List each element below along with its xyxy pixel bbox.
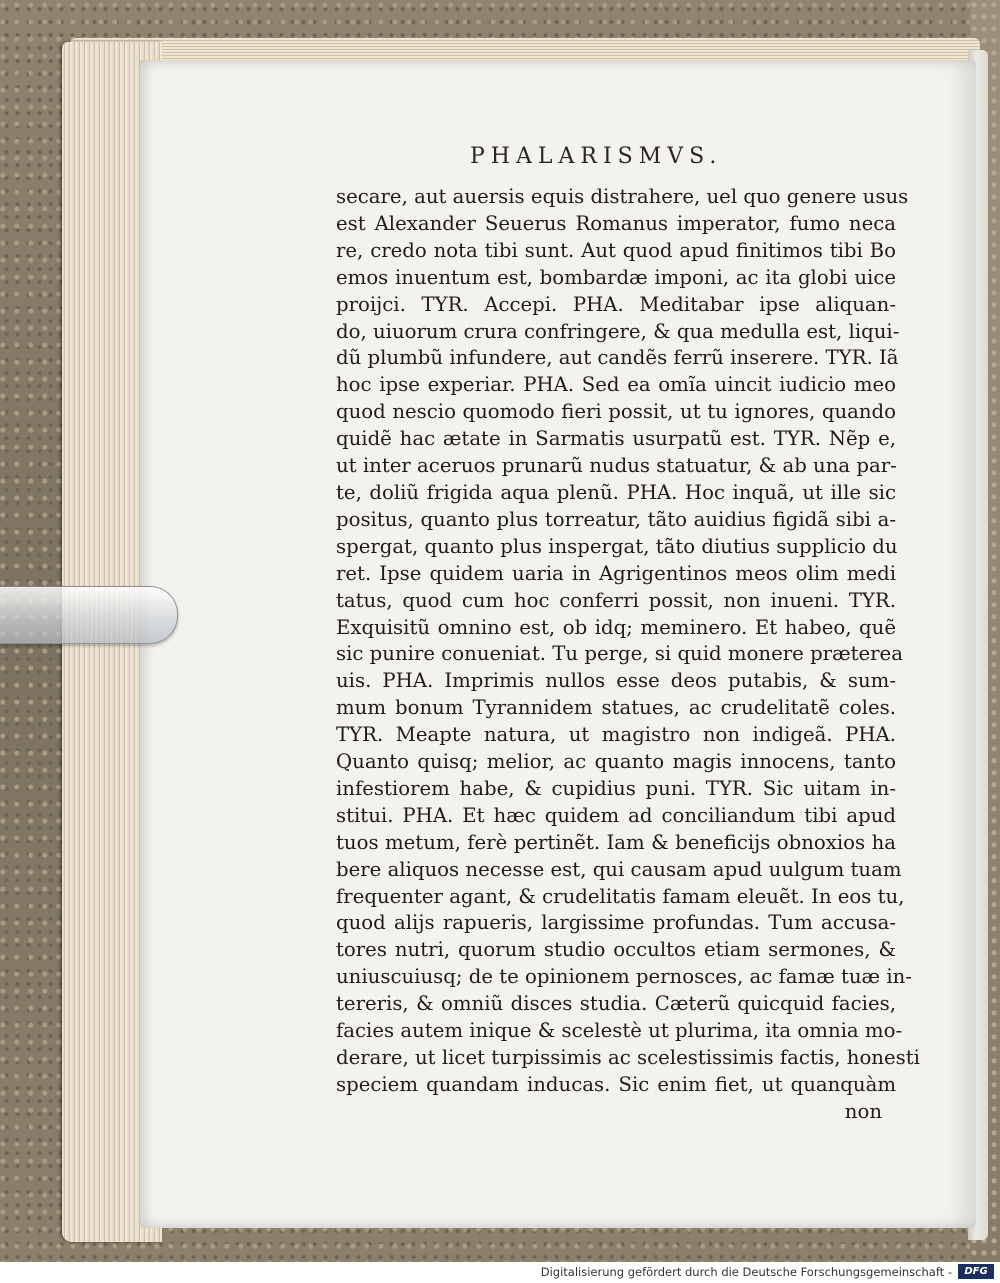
- text-line: quod alijs rapueris, largissime profundas. Tum accusa-: [336, 911, 896, 935]
- text-line: mum bonum Tyrannidem statues, ac crudelitatẽ coles.: [336, 696, 896, 720]
- running-head: PHALARISMVS.: [470, 144, 723, 169]
- text-line: Quanto quisq; melior, ac quanto magis innocens, tanto: [336, 750, 896, 774]
- text-line: te, doliũ frigida aqua plenũ. PHA. Hoc inquã, ut ille sic: [336, 480, 896, 504]
- text-line: facies autem inique & scelestè ut plurima, ita omnia mo-: [336, 1019, 903, 1043]
- text-line: re, credo nota tibi sunt. Aut quod apud finitimos tibi Bo: [336, 238, 896, 262]
- page-text: [336, 184, 920, 1126]
- text-line: spergat, quanto plus inspergat, tãto diutius supplicio du: [336, 534, 898, 558]
- text-line: ret. Ipse quidem uaria in Agrigentinos meos olim medi: [336, 561, 896, 585]
- text-line: speciem quandam inducas. Sic enim fiet, ut quanquàm: [336, 1072, 896, 1096]
- text-line: ut inter aceruos prunarũ nudus statuatur, & ab una par-: [336, 454, 897, 478]
- text-line: infestiorem habe, & cupidius puni. TYR. Sic uitam in-: [336, 776, 896, 800]
- text-line: bere aliquos necesse est, qui causam apud uulgum tuam: [336, 857, 902, 881]
- text-line: do, uiuorum crura confringere, & qua medulla est, liqui-: [336, 319, 900, 343]
- text-line: est Alexander Seuerus Romanus imperator, fumo neca: [336, 211, 896, 235]
- text-line: proijci. TYR. Accepi. PHA. Meditabar ipse aliquan-: [336, 292, 896, 316]
- text-line: uis. PHA. Imprimis nullos esse deos putabis, & sum-: [336, 669, 896, 693]
- text-line: frequenter agant, & crudelitatis famam eleuẽt. In eos tu,: [336, 884, 905, 908]
- text-line: uniuscuiusq; de te opinionem pernosces, ac famæ tuæ in-: [336, 965, 912, 989]
- text-line: tereris, & omniũ disces studia. Cæterũ quicquid facies,: [336, 992, 896, 1016]
- text-line: Exquisitũ omnino est, ob idq; meminero. Et habeo, quẽ: [336, 615, 896, 639]
- catchword: non: [844, 1099, 882, 1123]
- glass-clamp: [0, 586, 178, 644]
- text-line: TYR. Meapte natura, ut magistro non indigeã. PHA.: [336, 723, 896, 747]
- text-line: quod nescio quomodo fieri possit, ut tu ignores, quando: [336, 400, 896, 424]
- text-line: sic punire conueniat. Tu perge, si quid monere præterea: [336, 642, 903, 666]
- text-line: hoc ipse experiar. PHA. Sed ea omĩa uincit iudicio meo: [336, 373, 896, 397]
- text-line: tores nutri, quorum studio occultos etiam sermones, &: [336, 938, 896, 962]
- dfg-logo: DFG: [958, 1264, 994, 1279]
- text-line: quidẽ hac ætate in Sarmatis usurpatũ est. TYR. Nẽp e,: [336, 427, 896, 451]
- text-line: tatus, quod cum hoc conferri possit, non inueni. TYR.: [336, 588, 896, 612]
- text-line: tuos metum, ferè pertinẽt. Iam & beneficijs obnoxios ha: [336, 830, 896, 854]
- text-line: positus, quanto plus torreatur, tãto auidius figidã sibi a-: [336, 507, 896, 531]
- text-line: stitui. PHA. Et hæc quidem ad conciliandum tibi apud: [336, 803, 896, 827]
- digitization-credit: Digitalisierung gefördert durch die Deutsche Forschungsgemeinschaft -: [540, 1265, 952, 1279]
- text-line: dũ plumbũ infundere, aut candẽs ferrũ inserere. TYR. Iã: [336, 346, 899, 370]
- text-line: emos inuentum est, bombardæ imponi, ac ita globi uice: [336, 265, 896, 289]
- text-line: derare, ut licet turpissimis ac scelestissimis factis, honesti: [336, 1046, 920, 1069]
- text-line: secare, aut auersis equis distrahere, uel quo genere usus: [336, 185, 909, 208]
